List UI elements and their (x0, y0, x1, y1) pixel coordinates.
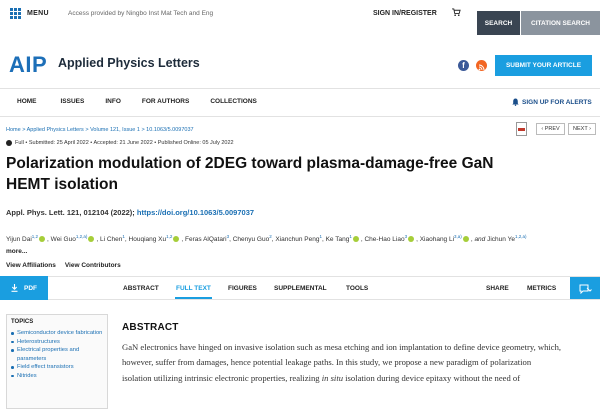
author-affiliation-sup: 2 (269, 234, 272, 239)
cart-icon[interactable] (452, 8, 461, 17)
menu-label: MENU (27, 10, 49, 17)
abstract-heading: ABSTRACT (122, 322, 179, 333)
author-name[interactable]: Chenyu Guo (232, 236, 270, 244)
bell-icon (512, 98, 519, 106)
publication-meta (6, 140, 234, 146)
topic-link[interactable]: Field effect transistors (11, 363, 103, 372)
view-affiliations-link[interactable]: View Affiliations (6, 262, 56, 269)
author-list: Yijun Dai$^{1,2}$ , Wei Guo$^{1,2,a)}$ , Li Chen$^1$, Houqiang Xu$^{1,2}$ , Feras AlQatari$^3$, Chenyu Guo$^2$, Xianchun Peng$^1$, Ke Tang$^1$ , Che-Hao Liao$^3$ , Xiaohang Li$^{3,a)}$ , and Jichun Ye$^{1,2,a)}$ more... (6, 234, 527, 256)
nav-collections[interactable]: COLLECTIONS (210, 98, 257, 105)
author-affiliation-sup: 3 (226, 234, 230, 239)
author-name[interactable]: Jichun Ye (487, 236, 515, 244)
orcid-icon[interactable] (88, 236, 94, 242)
publication-dates: Full • Submitted: 25 April 2022 • Accepted: 21 June 2022 • Published Online: 05 July 2022 (15, 140, 234, 146)
abstract-text-part: isolation during device epitaxy without the need of (343, 372, 521, 383)
topic-link[interactable]: Semiconductor device fabrication (11, 329, 103, 338)
article-citation (6, 208, 254, 217)
author-name[interactable]: Xiaohang Li (419, 236, 455, 244)
tab-tools[interactable]: TOOLS (346, 285, 369, 292)
author-affiliation-sup: 3 (404, 234, 408, 239)
doi-link[interactable]: https://doi.org/10.1063/5.0097037 (136, 208, 255, 217)
pdf-file-icon[interactable] (516, 122, 527, 136)
active-tab-indicator (175, 297, 212, 299)
divider (0, 116, 600, 117)
author-name[interactable]: Wei Guo (50, 236, 76, 244)
more-authors-link[interactable]: more... (6, 248, 28, 256)
pdf-label: PDF (24, 284, 37, 292)
author-affiliation-sup: 1 (349, 234, 352, 239)
tab-supplemental[interactable]: SUPPLEMENTAL (274, 285, 327, 292)
grid-menu-icon (10, 8, 21, 19)
sign-up-alerts-link[interactable] (512, 98, 592, 106)
topic-link[interactable]: Electrical properties and parameters (11, 346, 103, 363)
citation-search-button[interactable]: CITATION SEARCH (521, 11, 600, 35)
topic-link[interactable]: Nitrides (11, 372, 103, 381)
citation-icon (579, 283, 592, 294)
author-name[interactable]: Xianchun Peng (275, 236, 320, 244)
facebook-icon[interactable]: f (458, 60, 469, 71)
submit-article-button[interactable]: SUBMIT YOUR ARTICLE (495, 55, 592, 76)
download-icon (11, 284, 18, 292)
divider (0, 88, 600, 89)
access-info: Access provided by Ningbo Inst Mat Tech and Eng (68, 10, 214, 17)
search-button[interactable]: SEARCH (477, 11, 520, 35)
sign-in-register-link[interactable]: SIGN IN/REGISTER (373, 10, 437, 17)
aip-logo[interactable]: AIP (9, 52, 48, 77)
tab-figures[interactable]: FIGURES (228, 285, 257, 292)
author-affiliation-sup: 1 (122, 234, 125, 239)
citation-text: Appl. Phys. Lett. 121, 012104 (2022); (6, 208, 135, 217)
author-affiliation-sup: 1,2,a) (514, 234, 527, 239)
topics-panel (6, 314, 108, 409)
nav-home[interactable]: HOME (17, 98, 37, 105)
orcid-icon[interactable] (353, 236, 359, 242)
top-bar (0, 0, 600, 36)
rss-icon[interactable] (476, 60, 487, 71)
nav-info[interactable]: INFO (105, 98, 121, 105)
main-nav (17, 98, 257, 105)
tab-metrics[interactable]: METRICS (527, 285, 557, 292)
author-name[interactable]: Feras AlQatari (185, 236, 227, 244)
author-name[interactable]: Ke Tang (325, 236, 350, 244)
nav-issues[interactable]: ISSUES (60, 98, 85, 105)
author-name[interactable]: Che-Hao Liao (364, 236, 405, 244)
topic-link[interactable]: Heterostructures (11, 338, 103, 347)
breadcrumb[interactable]: Home > Applied Physics Letters > Volume 121, Issue 1 > 10.1063/5.0097037 (6, 127, 194, 133)
author-name[interactable]: Yijun Dai (6, 236, 32, 244)
cite-button[interactable] (570, 277, 600, 299)
tab-abstract[interactable]: ABSTRACT (123, 285, 159, 292)
abstract-text (122, 340, 562, 386)
tab-share[interactable]: SHARE (486, 285, 509, 292)
orcid-icon[interactable] (173, 236, 179, 242)
nav-for-authors[interactable]: FOR AUTHORS (141, 98, 190, 105)
next-article-button[interactable]: NEXT › (568, 123, 596, 135)
author-affiliation-sup: 1 (319, 234, 322, 239)
pdf-download-button[interactable] (0, 276, 48, 300)
abstract-text-part: GaN electronics have hinged on invasive isolation such as mesa etching and ion implantation to define device geometry, which, however, suffer from damages, hence potential leakage paths. In this study, we propose a new paradigm of polarization isolation utilizing intrinsic electronic properties, realizing (122, 342, 562, 383)
menu-button[interactable] (10, 8, 49, 19)
view-links (6, 262, 121, 269)
tab-full-text[interactable]: FULL TEXT (176, 285, 211, 292)
view-contributors-link[interactable]: View Contributors (64, 262, 121, 269)
and-text: and (474, 236, 486, 244)
article-title: Polarization modulation of 2DEG toward plasma-damage-free GaN HEMT isolation (6, 155, 494, 193)
sign-up-alerts-label: SIGN UP FOR ALERTS (522, 98, 592, 106)
author-name[interactable]: Houqiang Xu (128, 236, 167, 244)
author-affiliation-sup: 1,2 (31, 234, 39, 239)
author-name[interactable]: Li Chen (99, 236, 123, 244)
author-affiliation-sup: 1,2,a) (75, 234, 88, 239)
prev-article-button[interactable]: ‹ PREV (536, 123, 565, 135)
abstract-italic: in situ (321, 372, 343, 383)
orcid-icon[interactable] (463, 236, 469, 242)
topics-title: TOPICS (11, 319, 34, 325)
author-affiliation-sup: 3,a) (454, 234, 462, 239)
journal-title[interactable]: Applied Physics Letters (58, 56, 200, 70)
orcid-icon[interactable] (39, 236, 45, 242)
orcid-icon[interactable] (408, 236, 414, 242)
full-access-icon (6, 140, 12, 146)
author-affiliation-sup: 1,2 (166, 234, 173, 239)
